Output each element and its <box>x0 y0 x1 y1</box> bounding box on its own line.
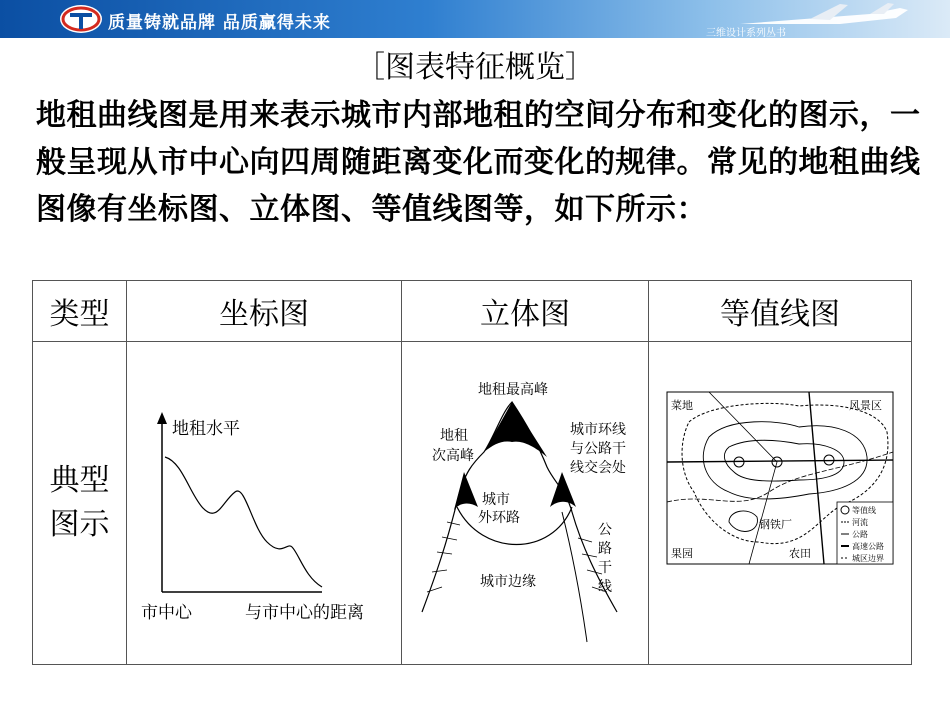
row-label <box>33 342 127 665</box>
header-stereo: 立体图 <box>402 281 649 342</box>
label-top-peak: 地租最高峰 <box>478 382 548 398</box>
header-type: 类型 <box>33 281 127 342</box>
y-axis-arrow-icon <box>157 412 167 424</box>
hatch-left <box>427 522 460 592</box>
chart-types-table <box>32 280 912 665</box>
row-label-line2: 图示 <box>49 507 110 542</box>
label-farmland: 农田 <box>789 547 811 560</box>
label-ring-road-2: 外环路 <box>478 510 520 526</box>
header-contour: 等值线图 <box>649 281 912 342</box>
brand-logo-icon <box>58 3 104 35</box>
legend-boundary: 城区边界 <box>852 554 884 563</box>
x-axis-label: 与市中心的距离 <box>245 603 364 623</box>
section-title: ［图表特征概览］ <box>355 50 595 85</box>
banner-series: 三维设计系列丛书 <box>706 28 786 39</box>
label-vegetable-field: 菜地 <box>671 399 693 412</box>
header-coordinate: 坐标图 <box>127 281 402 342</box>
label-intersection-1: 城市环线 <box>570 422 626 438</box>
label-steel-plant: 钢铁厂 <box>759 518 792 531</box>
highway-line <box>562 512 587 642</box>
stereo-figure-cell <box>402 342 649 665</box>
origin-label: 市中心 <box>141 603 192 623</box>
coordinate-figure <box>127 342 402 664</box>
highway-horizontal <box>667 460 893 462</box>
intersection-peak-shape <box>550 472 576 507</box>
row-label-line1: 典型 <box>49 463 110 498</box>
contour-figure-cell <box>649 342 912 665</box>
label-scenic-area: 风景区 <box>849 399 882 412</box>
banner-slogan: 质量铸就品牌 品质赢得未来 <box>108 13 331 33</box>
rent-curve <box>165 457 322 587</box>
legend-road: 公路 <box>852 530 868 539</box>
contour-figure <box>649 342 912 664</box>
label-ring-road-1: 城市 <box>482 492 510 508</box>
river <box>667 452 893 502</box>
top-peak-shape <box>484 402 547 457</box>
y-axis-label: 地租水平 <box>172 419 240 439</box>
label-highway-4: 线 <box>598 579 612 595</box>
label-intersection-2: 与公路干 <box>570 441 626 457</box>
second-peak-shape <box>454 472 478 510</box>
steel-plant-contour <box>729 511 757 532</box>
label-second-peak-2: 次高峰 <box>432 448 474 464</box>
intro-paragraph: 地租曲线图是用来表示城市内部地租的空间分布和变化的图示，一般呈现从市中心向四周随距离变化而变化的规律。常见的地租曲线图像有坐标图、立体图、等值线图等，如下所示： <box>36 98 921 227</box>
label-intersection-3: 线交会处 <box>570 460 626 476</box>
label-highway-1: 公 <box>598 522 612 538</box>
label-orchard: 果园 <box>671 547 693 560</box>
coordinate-figure-cell <box>127 342 402 665</box>
legend-expressway: 高速公路 <box>852 542 884 551</box>
table-header-row <box>33 281 912 342</box>
label-second-peak-1: 地租 <box>440 428 468 444</box>
stereo-figure <box>402 342 649 664</box>
legend-contour: 等值线 <box>852 506 876 515</box>
header-banner <box>0 0 950 38</box>
road-diagonal <box>709 392 777 564</box>
label-highway-2: 路 <box>598 541 612 557</box>
label-city-edge: 城市边缘 <box>480 574 536 590</box>
legend-river: 河流 <box>852 518 868 527</box>
label-highway-3: 干 <box>598 560 612 576</box>
table-row <box>33 342 912 665</box>
